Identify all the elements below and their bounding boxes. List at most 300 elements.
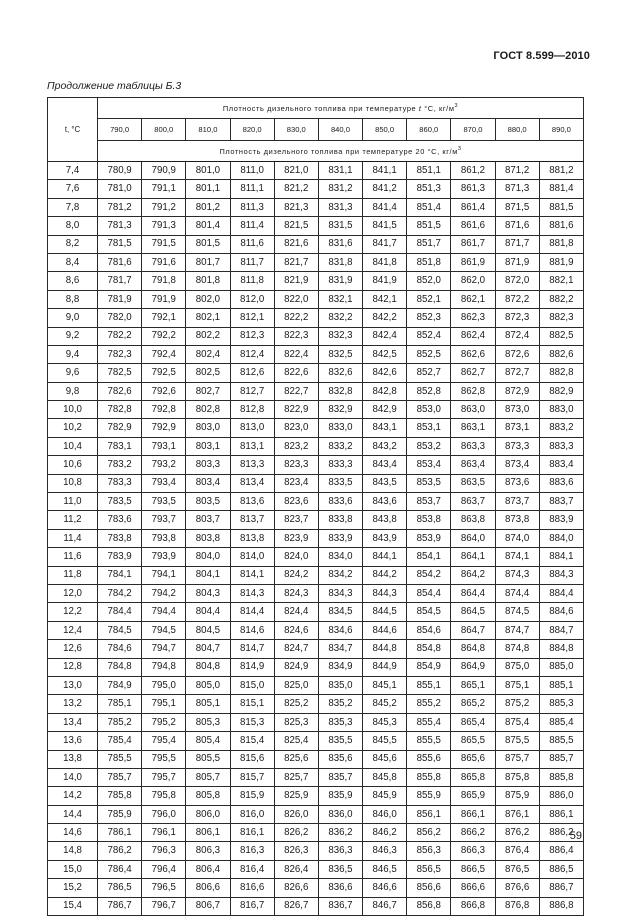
temperature-cell: 10,8 bbox=[48, 474, 98, 492]
density-cell: 783,8 bbox=[98, 529, 142, 547]
table-caption: Продолжение таблицы Б.3 bbox=[47, 80, 182, 92]
density-cell: 804,0 bbox=[186, 548, 230, 566]
density-cell: 796,5 bbox=[142, 879, 186, 897]
temperature-cell: 13,4 bbox=[48, 713, 98, 731]
density-cell: 864,7 bbox=[451, 621, 495, 639]
density-cell: 843,4 bbox=[363, 456, 407, 474]
density-cell: 836,2 bbox=[318, 824, 362, 842]
density-cell: 782,3 bbox=[98, 345, 142, 363]
density-cell: 864,5 bbox=[451, 603, 495, 621]
density-cell: 856,3 bbox=[407, 842, 451, 860]
density-cell: 801,5 bbox=[186, 235, 230, 253]
density-cell: 876,2 bbox=[495, 824, 539, 842]
temperature-cell: 14,4 bbox=[48, 805, 98, 823]
density-cell: 874,1 bbox=[495, 548, 539, 566]
density-cell: 853,9 bbox=[407, 529, 451, 547]
density-cell: 825,9 bbox=[274, 787, 318, 805]
density-cell: 826,4 bbox=[274, 860, 318, 878]
density-cell: 806,3 bbox=[186, 842, 230, 860]
density-cell: 802,8 bbox=[186, 401, 230, 419]
density-cell: 805,0 bbox=[186, 676, 230, 694]
density-cell: 871,6 bbox=[495, 217, 539, 235]
density-cell: 793,8 bbox=[142, 529, 186, 547]
density-cell: 811,0 bbox=[230, 162, 274, 180]
density-cell: 855,4 bbox=[407, 713, 451, 731]
density-cell: 801,4 bbox=[186, 217, 230, 235]
density-cell: 794,8 bbox=[142, 658, 186, 676]
density-cell: 862,4 bbox=[451, 327, 495, 345]
table-row bbox=[48, 290, 584, 308]
density-cell: 786,4 bbox=[98, 860, 142, 878]
density-cell: 853,2 bbox=[407, 437, 451, 455]
density-cell: 866,5 bbox=[451, 860, 495, 878]
density-cell: 866,2 bbox=[451, 824, 495, 842]
density-cell: 842,8 bbox=[363, 382, 407, 400]
density-cell: 873,0 bbox=[495, 401, 539, 419]
table-row bbox=[48, 456, 584, 474]
temperature-cell: 8,4 bbox=[48, 253, 98, 271]
density-cell: 843,2 bbox=[363, 437, 407, 455]
density-cell: 805,5 bbox=[186, 750, 230, 768]
table-row bbox=[48, 309, 584, 327]
density-cell: 826,3 bbox=[274, 842, 318, 860]
density-cell: 842,4 bbox=[363, 327, 407, 345]
density-cell: 872,6 bbox=[495, 345, 539, 363]
density-cell: 834,7 bbox=[318, 640, 362, 658]
density-cell: 842,5 bbox=[363, 345, 407, 363]
density-cell: 783,6 bbox=[98, 511, 142, 529]
density-cell: 791,8 bbox=[142, 272, 186, 290]
density-cell: 834,3 bbox=[318, 584, 362, 602]
density-at-20-header bbox=[98, 141, 584, 162]
density-cell: 794,4 bbox=[142, 603, 186, 621]
table-row bbox=[48, 437, 584, 455]
density-cell: 881,4 bbox=[539, 180, 583, 198]
temperature-cell: 13,2 bbox=[48, 695, 98, 713]
table-row bbox=[48, 584, 584, 602]
density-cell: 844,3 bbox=[363, 584, 407, 602]
table-row bbox=[48, 382, 584, 400]
density-cell: 864,2 bbox=[451, 566, 495, 584]
density-cell: 822,0 bbox=[274, 290, 318, 308]
density-cell: 871,7 bbox=[495, 235, 539, 253]
density-cell: 804,4 bbox=[186, 603, 230, 621]
density-cell: 863,3 bbox=[451, 437, 495, 455]
density-cell: 836,6 bbox=[318, 879, 362, 897]
density-cell: 791,2 bbox=[142, 198, 186, 216]
density-cell: 856,6 bbox=[407, 879, 451, 897]
density-cell: 882,8 bbox=[539, 364, 583, 382]
table-row bbox=[48, 235, 584, 253]
density-cell: 786,5 bbox=[98, 879, 142, 897]
density-at-t-exp: 3 bbox=[454, 103, 459, 109]
density-cell: 886,7 bbox=[539, 879, 583, 897]
density-cell: 821,7 bbox=[274, 253, 318, 271]
density-cell: 841,7 bbox=[363, 235, 407, 253]
density-cell: 853,4 bbox=[407, 456, 451, 474]
density-column-value: 830,0 bbox=[274, 119, 318, 141]
temperature-cell: 11,4 bbox=[48, 529, 98, 547]
density-cell: 865,1 bbox=[451, 676, 495, 694]
density-cell: 784,9 bbox=[98, 676, 142, 694]
temperature-cell: 7,8 bbox=[48, 198, 98, 216]
density-cell: 845,9 bbox=[363, 787, 407, 805]
density-cell: 841,2 bbox=[363, 180, 407, 198]
density-cell: 853,0 bbox=[407, 401, 451, 419]
density-cell: 835,6 bbox=[318, 750, 362, 768]
density-cell: 796,4 bbox=[142, 860, 186, 878]
table-row bbox=[48, 603, 584, 621]
density-cell: 854,8 bbox=[407, 640, 451, 658]
density-at-t-suffix: °С, кг/м bbox=[424, 104, 455, 113]
density-cell: 823,6 bbox=[274, 493, 318, 511]
density-cell: 855,6 bbox=[407, 750, 451, 768]
density-cell: 782,5 bbox=[98, 364, 142, 382]
density-column-value: 850,0 bbox=[363, 119, 407, 141]
temperature-cell: 13,8 bbox=[48, 750, 98, 768]
density-cell: 875,4 bbox=[495, 713, 539, 731]
density-cell: 886,2 bbox=[539, 824, 583, 842]
density-cell: 856,5 bbox=[407, 860, 451, 878]
density-cell: 855,5 bbox=[407, 732, 451, 750]
density-cell: 796,0 bbox=[142, 805, 186, 823]
density-cell: 873,3 bbox=[495, 437, 539, 455]
density-cell: 842,2 bbox=[363, 309, 407, 327]
density-cell: 821,3 bbox=[274, 198, 318, 216]
density-cell: 864,8 bbox=[451, 640, 495, 658]
density-cell: 815,6 bbox=[230, 750, 274, 768]
density-cell: 884,6 bbox=[539, 603, 583, 621]
density-cell: 845,8 bbox=[363, 768, 407, 786]
density-cell: 845,2 bbox=[363, 695, 407, 713]
temperature-cell: 13,6 bbox=[48, 732, 98, 750]
density-cell: 795,4 bbox=[142, 732, 186, 750]
density-cell: 831,2 bbox=[318, 180, 362, 198]
density-cell: 875,1 bbox=[495, 676, 539, 694]
density-cell: 834,2 bbox=[318, 566, 362, 584]
density-cell: 832,5 bbox=[318, 345, 362, 363]
density-cell: 844,9 bbox=[363, 658, 407, 676]
density-cell: 792,8 bbox=[142, 401, 186, 419]
density-cell: 803,5 bbox=[186, 493, 230, 511]
density-cell: 846,3 bbox=[363, 842, 407, 860]
table-row bbox=[48, 253, 584, 271]
temperature-column-header bbox=[48, 98, 98, 162]
density-cell: 825,2 bbox=[274, 695, 318, 713]
density-cell: 873,4 bbox=[495, 456, 539, 474]
density-cell: 833,5 bbox=[318, 474, 362, 492]
density-cell: 856,8 bbox=[407, 897, 451, 915]
density-cell: 835,9 bbox=[318, 787, 362, 805]
density-cell: 804,7 bbox=[186, 640, 230, 658]
table-row bbox=[48, 695, 584, 713]
density-cell: 863,4 bbox=[451, 456, 495, 474]
table-row bbox=[48, 180, 584, 198]
density-cell: 865,9 bbox=[451, 787, 495, 805]
density-cell: 846,7 bbox=[363, 897, 407, 915]
density-cell: 863,0 bbox=[451, 401, 495, 419]
density-cell: 876,1 bbox=[495, 805, 539, 823]
density-cell: 815,3 bbox=[230, 713, 274, 731]
density-cell: 812,7 bbox=[230, 382, 274, 400]
density-cell: 871,5 bbox=[495, 198, 539, 216]
density-column-values bbox=[48, 119, 584, 141]
density-cell: 883,4 bbox=[539, 456, 583, 474]
density-cell: 816,0 bbox=[230, 805, 274, 823]
density-cell: 815,7 bbox=[230, 768, 274, 786]
density-cell: 874,8 bbox=[495, 640, 539, 658]
density-cell: 832,6 bbox=[318, 364, 362, 382]
density-cell: 876,5 bbox=[495, 860, 539, 878]
density-cell: 882,9 bbox=[539, 382, 583, 400]
density-cell: 853,7 bbox=[407, 493, 451, 511]
density-column-value: 880,0 bbox=[495, 119, 539, 141]
density-cell: 884,8 bbox=[539, 640, 583, 658]
density-cell: 823,3 bbox=[274, 456, 318, 474]
temperature-cell: 15,4 bbox=[48, 897, 98, 915]
density-cell: 822,4 bbox=[274, 345, 318, 363]
density-cell: 874,0 bbox=[495, 529, 539, 547]
density-cell: 834,5 bbox=[318, 603, 362, 621]
density-cell: 811,8 bbox=[230, 272, 274, 290]
table-body bbox=[48, 162, 584, 916]
density-cell: 811,4 bbox=[230, 217, 274, 235]
density-cell: 873,8 bbox=[495, 511, 539, 529]
density-cell: 854,2 bbox=[407, 566, 451, 584]
density-cell: 855,1 bbox=[407, 676, 451, 694]
density-cell: 882,2 bbox=[539, 290, 583, 308]
density-cell: 815,4 bbox=[230, 732, 274, 750]
density-at-20-exp: 3 bbox=[457, 146, 462, 152]
density-cell: 792,9 bbox=[142, 419, 186, 437]
temperature-cell: 9,6 bbox=[48, 364, 98, 382]
table-row bbox=[48, 345, 584, 363]
density-cell: 875,0 bbox=[495, 658, 539, 676]
temperature-cell: 9,8 bbox=[48, 382, 98, 400]
density-cell: 854,6 bbox=[407, 621, 451, 639]
table-row bbox=[48, 217, 584, 235]
density-cell: 865,5 bbox=[451, 732, 495, 750]
density-cell: 881,6 bbox=[539, 217, 583, 235]
density-cell: 814,4 bbox=[230, 603, 274, 621]
density-cell: 832,8 bbox=[318, 382, 362, 400]
density-cell: 836,0 bbox=[318, 805, 362, 823]
density-cell: 862,1 bbox=[451, 290, 495, 308]
density-cell: 875,7 bbox=[495, 750, 539, 768]
density-cell: 842,1 bbox=[363, 290, 407, 308]
table-row bbox=[48, 493, 584, 511]
density-cell: 825,7 bbox=[274, 768, 318, 786]
density-cell: 884,0 bbox=[539, 529, 583, 547]
density-cell: 824,0 bbox=[274, 548, 318, 566]
density-cell: 854,9 bbox=[407, 658, 451, 676]
density-cell: 824,3 bbox=[274, 584, 318, 602]
density-cell: 843,5 bbox=[363, 474, 407, 492]
density-at-20-text: Плотность дизельного топлива при температуре 20 °С, кг/м bbox=[219, 147, 458, 156]
density-cell: 865,8 bbox=[451, 768, 495, 786]
density-cell: 805,4 bbox=[186, 732, 230, 750]
table-row bbox=[48, 879, 584, 897]
temperature-cell: 14,8 bbox=[48, 842, 98, 860]
density-cell: 835,0 bbox=[318, 676, 362, 694]
density-cell: 822,6 bbox=[274, 364, 318, 382]
density-cell: 782,6 bbox=[98, 382, 142, 400]
density-cell: 862,8 bbox=[451, 382, 495, 400]
density-column-value: 840,0 bbox=[318, 119, 362, 141]
density-column-value: 890,0 bbox=[539, 119, 583, 141]
density-cell: 873,7 bbox=[495, 493, 539, 511]
density-cell: 796,1 bbox=[142, 824, 186, 842]
density-cell: 792,1 bbox=[142, 309, 186, 327]
density-cell: 825,3 bbox=[274, 713, 318, 731]
density-cell: 781,2 bbox=[98, 198, 142, 216]
density-cell: 806,4 bbox=[186, 860, 230, 878]
density-cell: 872,9 bbox=[495, 382, 539, 400]
t-column-header-text: t, °C bbox=[64, 125, 81, 134]
density-cell: 853,5 bbox=[407, 474, 451, 492]
density-cell: 812,6 bbox=[230, 364, 274, 382]
density-cell: 823,0 bbox=[274, 419, 318, 437]
density-cell: 811,6 bbox=[230, 235, 274, 253]
density-cell: 885,3 bbox=[539, 695, 583, 713]
density-cell: 781,9 bbox=[98, 290, 142, 308]
density-cell: 872,0 bbox=[495, 272, 539, 290]
density-cell: 796,7 bbox=[142, 897, 186, 915]
density-cell: 803,0 bbox=[186, 419, 230, 437]
density-cell: 812,3 bbox=[230, 327, 274, 345]
density-cell: 802,7 bbox=[186, 382, 230, 400]
density-cell: 826,6 bbox=[274, 879, 318, 897]
density-cell: 835,7 bbox=[318, 768, 362, 786]
temperature-cell: 12,0 bbox=[48, 584, 98, 602]
temperature-cell: 8,6 bbox=[48, 272, 98, 290]
density-column-value: 790,0 bbox=[98, 119, 142, 141]
density-cell: 806,0 bbox=[186, 805, 230, 823]
density-cell: 812,4 bbox=[230, 345, 274, 363]
temperature-cell: 11,0 bbox=[48, 493, 98, 511]
temperature-cell: 9,0 bbox=[48, 309, 98, 327]
density-cell: 861,6 bbox=[451, 217, 495, 235]
density-cell: 801,7 bbox=[186, 253, 230, 271]
density-cell: 781,3 bbox=[98, 217, 142, 235]
density-cell: 851,4 bbox=[407, 198, 451, 216]
density-cell: 885,4 bbox=[539, 713, 583, 731]
density-cell: 791,1 bbox=[142, 180, 186, 198]
density-cell: 855,9 bbox=[407, 787, 451, 805]
density-cell: 841,5 bbox=[363, 217, 407, 235]
temperature-cell: 13,0 bbox=[48, 676, 98, 694]
density-cell: 806,1 bbox=[186, 824, 230, 842]
density-cell: 824,6 bbox=[274, 621, 318, 639]
density-cell: 781,7 bbox=[98, 272, 142, 290]
density-cell: 813,0 bbox=[230, 419, 274, 437]
density-cell: 803,4 bbox=[186, 474, 230, 492]
density-cell: 833,8 bbox=[318, 511, 362, 529]
temperature-cell: 7,4 bbox=[48, 162, 98, 180]
density-at-t-var: t bbox=[418, 104, 422, 113]
density-cell: 844,1 bbox=[363, 548, 407, 566]
density-cell: 816,6 bbox=[230, 879, 274, 897]
density-cell: 886,8 bbox=[539, 897, 583, 915]
density-cell: 784,5 bbox=[98, 621, 142, 639]
density-cell: 845,6 bbox=[363, 750, 407, 768]
density-cell: 801,2 bbox=[186, 198, 230, 216]
density-cell: 846,6 bbox=[363, 879, 407, 897]
density-cell: 873,6 bbox=[495, 474, 539, 492]
temperature-cell: 11,2 bbox=[48, 511, 98, 529]
table-row bbox=[48, 272, 584, 290]
density-cell: 844,6 bbox=[363, 621, 407, 639]
density-cell: 784,2 bbox=[98, 584, 142, 602]
density-cell: 863,8 bbox=[451, 511, 495, 529]
table-row bbox=[48, 713, 584, 731]
density-cell: 883,6 bbox=[539, 474, 583, 492]
density-cell: 862,0 bbox=[451, 272, 495, 290]
density-cell: 804,5 bbox=[186, 621, 230, 639]
density-cell: 794,7 bbox=[142, 640, 186, 658]
density-cell: 783,9 bbox=[98, 548, 142, 566]
density-cell: 862,6 bbox=[451, 345, 495, 363]
density-cell: 871,3 bbox=[495, 180, 539, 198]
density-cell: 794,1 bbox=[142, 566, 186, 584]
density-cell: 804,1 bbox=[186, 566, 230, 584]
density-cell: 785,2 bbox=[98, 713, 142, 731]
density-cell: 791,3 bbox=[142, 217, 186, 235]
density-cell: 843,6 bbox=[363, 493, 407, 511]
temperature-cell: 14,6 bbox=[48, 824, 98, 842]
density-cell: 825,0 bbox=[274, 676, 318, 694]
density-cell: 802,0 bbox=[186, 290, 230, 308]
temperature-cell: 10,4 bbox=[48, 437, 98, 455]
density-cell: 793,1 bbox=[142, 437, 186, 455]
table-row bbox=[48, 621, 584, 639]
density-cell: 886,4 bbox=[539, 842, 583, 860]
density-column-value: 820,0 bbox=[230, 119, 274, 141]
density-cell: 884,4 bbox=[539, 584, 583, 602]
density-cell: 865,6 bbox=[451, 750, 495, 768]
density-cell: 845,5 bbox=[363, 732, 407, 750]
density-cell: 833,0 bbox=[318, 419, 362, 437]
density-cell: 853,8 bbox=[407, 511, 451, 529]
density-cell: 821,2 bbox=[274, 180, 318, 198]
density-cell: 882,5 bbox=[539, 327, 583, 345]
density-column-value: 810,0 bbox=[186, 119, 230, 141]
density-cell: 822,9 bbox=[274, 401, 318, 419]
density-cell: 781,0 bbox=[98, 180, 142, 198]
density-cell: 875,5 bbox=[495, 732, 539, 750]
density-cell: 862,3 bbox=[451, 309, 495, 327]
density-column-value: 870,0 bbox=[451, 119, 495, 141]
density-cell: 872,2 bbox=[495, 290, 539, 308]
density-cell: 783,1 bbox=[98, 437, 142, 455]
temperature-cell: 11,6 bbox=[48, 548, 98, 566]
density-cell: 814,7 bbox=[230, 640, 274, 658]
density-cell: 831,1 bbox=[318, 162, 362, 180]
density-cell: 885,0 bbox=[539, 658, 583, 676]
density-cell: 786,2 bbox=[98, 842, 142, 860]
density-cell: 811,1 bbox=[230, 180, 274, 198]
density-cell: 823,2 bbox=[274, 437, 318, 455]
temperature-cell: 14,0 bbox=[48, 768, 98, 786]
density-cell: 815,9 bbox=[230, 787, 274, 805]
density-cell: 852,4 bbox=[407, 327, 451, 345]
density-cell: 803,3 bbox=[186, 456, 230, 474]
table-row bbox=[48, 364, 584, 382]
density-cell: 794,2 bbox=[142, 584, 186, 602]
density-cell: 881,8 bbox=[539, 235, 583, 253]
temperature-cell: 10,2 bbox=[48, 419, 98, 437]
density-cell: 813,7 bbox=[230, 511, 274, 529]
